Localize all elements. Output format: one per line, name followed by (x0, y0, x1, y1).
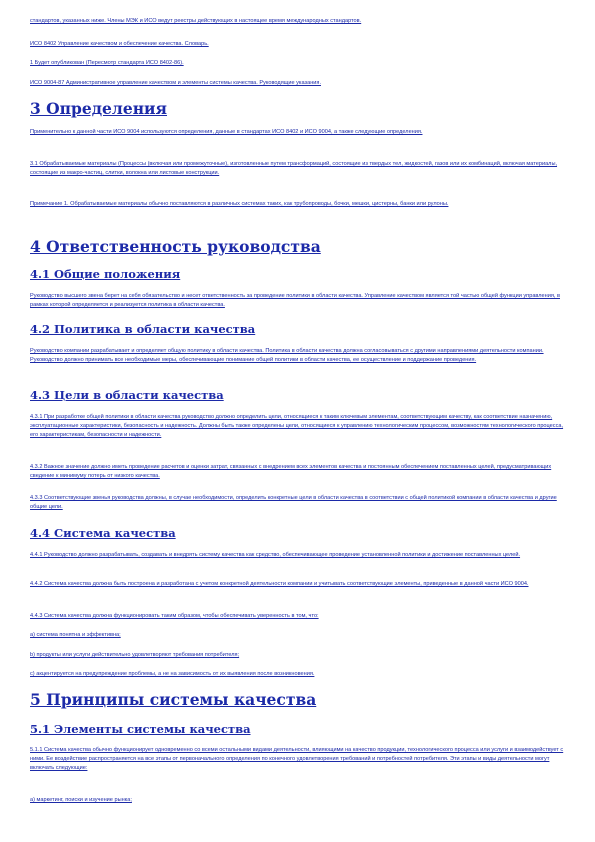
subsection-4-3-heading[interactable]: 4.3 Цели в области качества (30, 388, 224, 402)
intro-line-3[interactable]: 1 Будет опубликован (Пересмотр стандарта ИСО 8402-86). (30, 60, 184, 66)
list-item-c[interactable]: c) акцентируется на предупреждение проблемы, а не на зависимость от их выявления после возникновения. (30, 671, 315, 677)
subsection-4-3-paragraph[interactable]: 4.3.3 Соответствующие звенья руководства должны, в случае необходимости, определить конкретные цели в области качества в соответствии с общей политикой компании в области качества и другие общие цели. (30, 495, 557, 510)
section-3-heading[interactable]: 3 Определения (30, 99, 168, 118)
subsection-4-2-paragraph[interactable]: Руководство компании разрабатывает и определяет общую политику в области качества. Политика в области качества должна согласовываться с другими направлениями деятельности компании. Руководство должно принимать все необходимые меры, обеспечивающие понимание общей политики в области качества, ее осуществление и поддержание проведения. (30, 348, 544, 363)
list-item-a[interactable]: а) система понятна и эффективна; (30, 632, 121, 638)
subsection-5-1-paragraph[interactable]: 5.1.1 Система качества обычно функционирует одновременно со всеми остальными видами деятельности, влияющими на качество продукции, технологического процесса или услуги и взаимодействует с ними. Ее воздействие распространяется на все этапы от первоначального определения по конечного удовлетворения требований и потребностей потребителя. Эти этапы и виды деятельности могут включать следующие: (30, 747, 564, 771)
subsection-4-4-paragraph[interactable]: 4.4.2 Система качества должна быть построена и разработана с учетом конкретной деятельности компании и учитывать соответствующие элементы, приведенные в данной части ИСО 9004. (30, 581, 529, 587)
subsection-4-2-heading[interactable]: 4.2 Политика в области качества (30, 322, 256, 336)
intro-line-4[interactable]: ИСО 9004-87 Административное управление качеством и элементы системы качества. Руководящие указания. (30, 80, 321, 86)
intro-line-2[interactable]: ИСО 8402 Управление качеством и обеспечение качества. Словарь. (30, 41, 209, 47)
subsection-4-3-paragraph[interactable]: 4.3.1 При разработке общей политики в области качества руководство должно определить цели, относящиеся к таким ключевым элементам, соответствующим качеству, как соответствие назначению, эксплуатационные характеристики, безопасность и надежность. Должны быть также определены цели, относящиеся к управлению технологическим процессом, возможностям технологического процесса, его характеристикам, безопасности и надежности. (30, 414, 564, 438)
section-4-heading[interactable]: 4 Ответственность руководства (30, 237, 321, 256)
list-item-a[interactable]: а) маркетинг, поиски и изучение рынка; (30, 797, 132, 803)
subsection-4-4-heading[interactable]: 4.4 Система качества (30, 526, 176, 540)
subsection-4-1-paragraph[interactable]: Руководство высшего звена берет на себя обязательство и несет ответственность за проведение политики в области качества. Управление качеством является той частью общей функции управления, в рамках которой определяется и реализуется политика в области качества. (30, 293, 560, 308)
section-5-heading[interactable]: 5 Принципы системы качества (30, 690, 317, 709)
section-3-note[interactable]: Примечание 1. Обрабатываемые материалы обычно поставляются в различных системах таких, как трубопроводы, бочки, мешки, цистерны, банки или рулоны. (30, 201, 449, 207)
subsection-4-1-heading[interactable]: 4.1 Общие положения (30, 267, 181, 281)
subsection-4-4-paragraph[interactable]: 4.4.3 Система качества должна функционировать таким образом, чтобы обеспечивать уверенность в том, что: (30, 613, 319, 619)
list-item-b[interactable]: b) продукты или услуги действительно удовлетворяют требования потребителя; (30, 652, 240, 658)
subsection-4-3-paragraph[interactable]: 4.3.2 Важное значение должно иметь проведение расчетов и оценки затрат, связанных с внедрением всех элементов качества и постоянным обеспечением поставленных целей, предусматривающих сведение к минимуму потерь от низкого качества. (30, 464, 552, 479)
intro-line-1[interactable]: стандартов, указанных ниже. Члены МЭК и ИСО ведут реестры действующих в настоящее время международных стандартов. (30, 18, 362, 24)
section-3-paragraph[interactable]: 3.1 Обрабатываемые материалы (Процессы (включая или промежуточные), изготовленные путем трансформаций, состоящие из твердых тел, жидкостей, газов или их комбинаций, включая материалы, состоящие из макро-частиц, слитки, волокна или листовые конструкции. (30, 161, 558, 176)
subsection-4-4-paragraph[interactable]: 4.4.1 Руководство должно разрабатывать, создавать и внедрять систему качества как средство, обеспечивающее проведение установленной политики и достижение поставленных целей. (30, 552, 521, 558)
subsection-5-1-heading[interactable]: 5.1 Элементы системы качества (30, 722, 251, 736)
section-3-paragraph[interactable]: Применительно к данной части ИСО 9004 используются определения, данные в стандартах ИСО 8402 и ИСО 9004, а также следующие определения. (30, 129, 423, 135)
